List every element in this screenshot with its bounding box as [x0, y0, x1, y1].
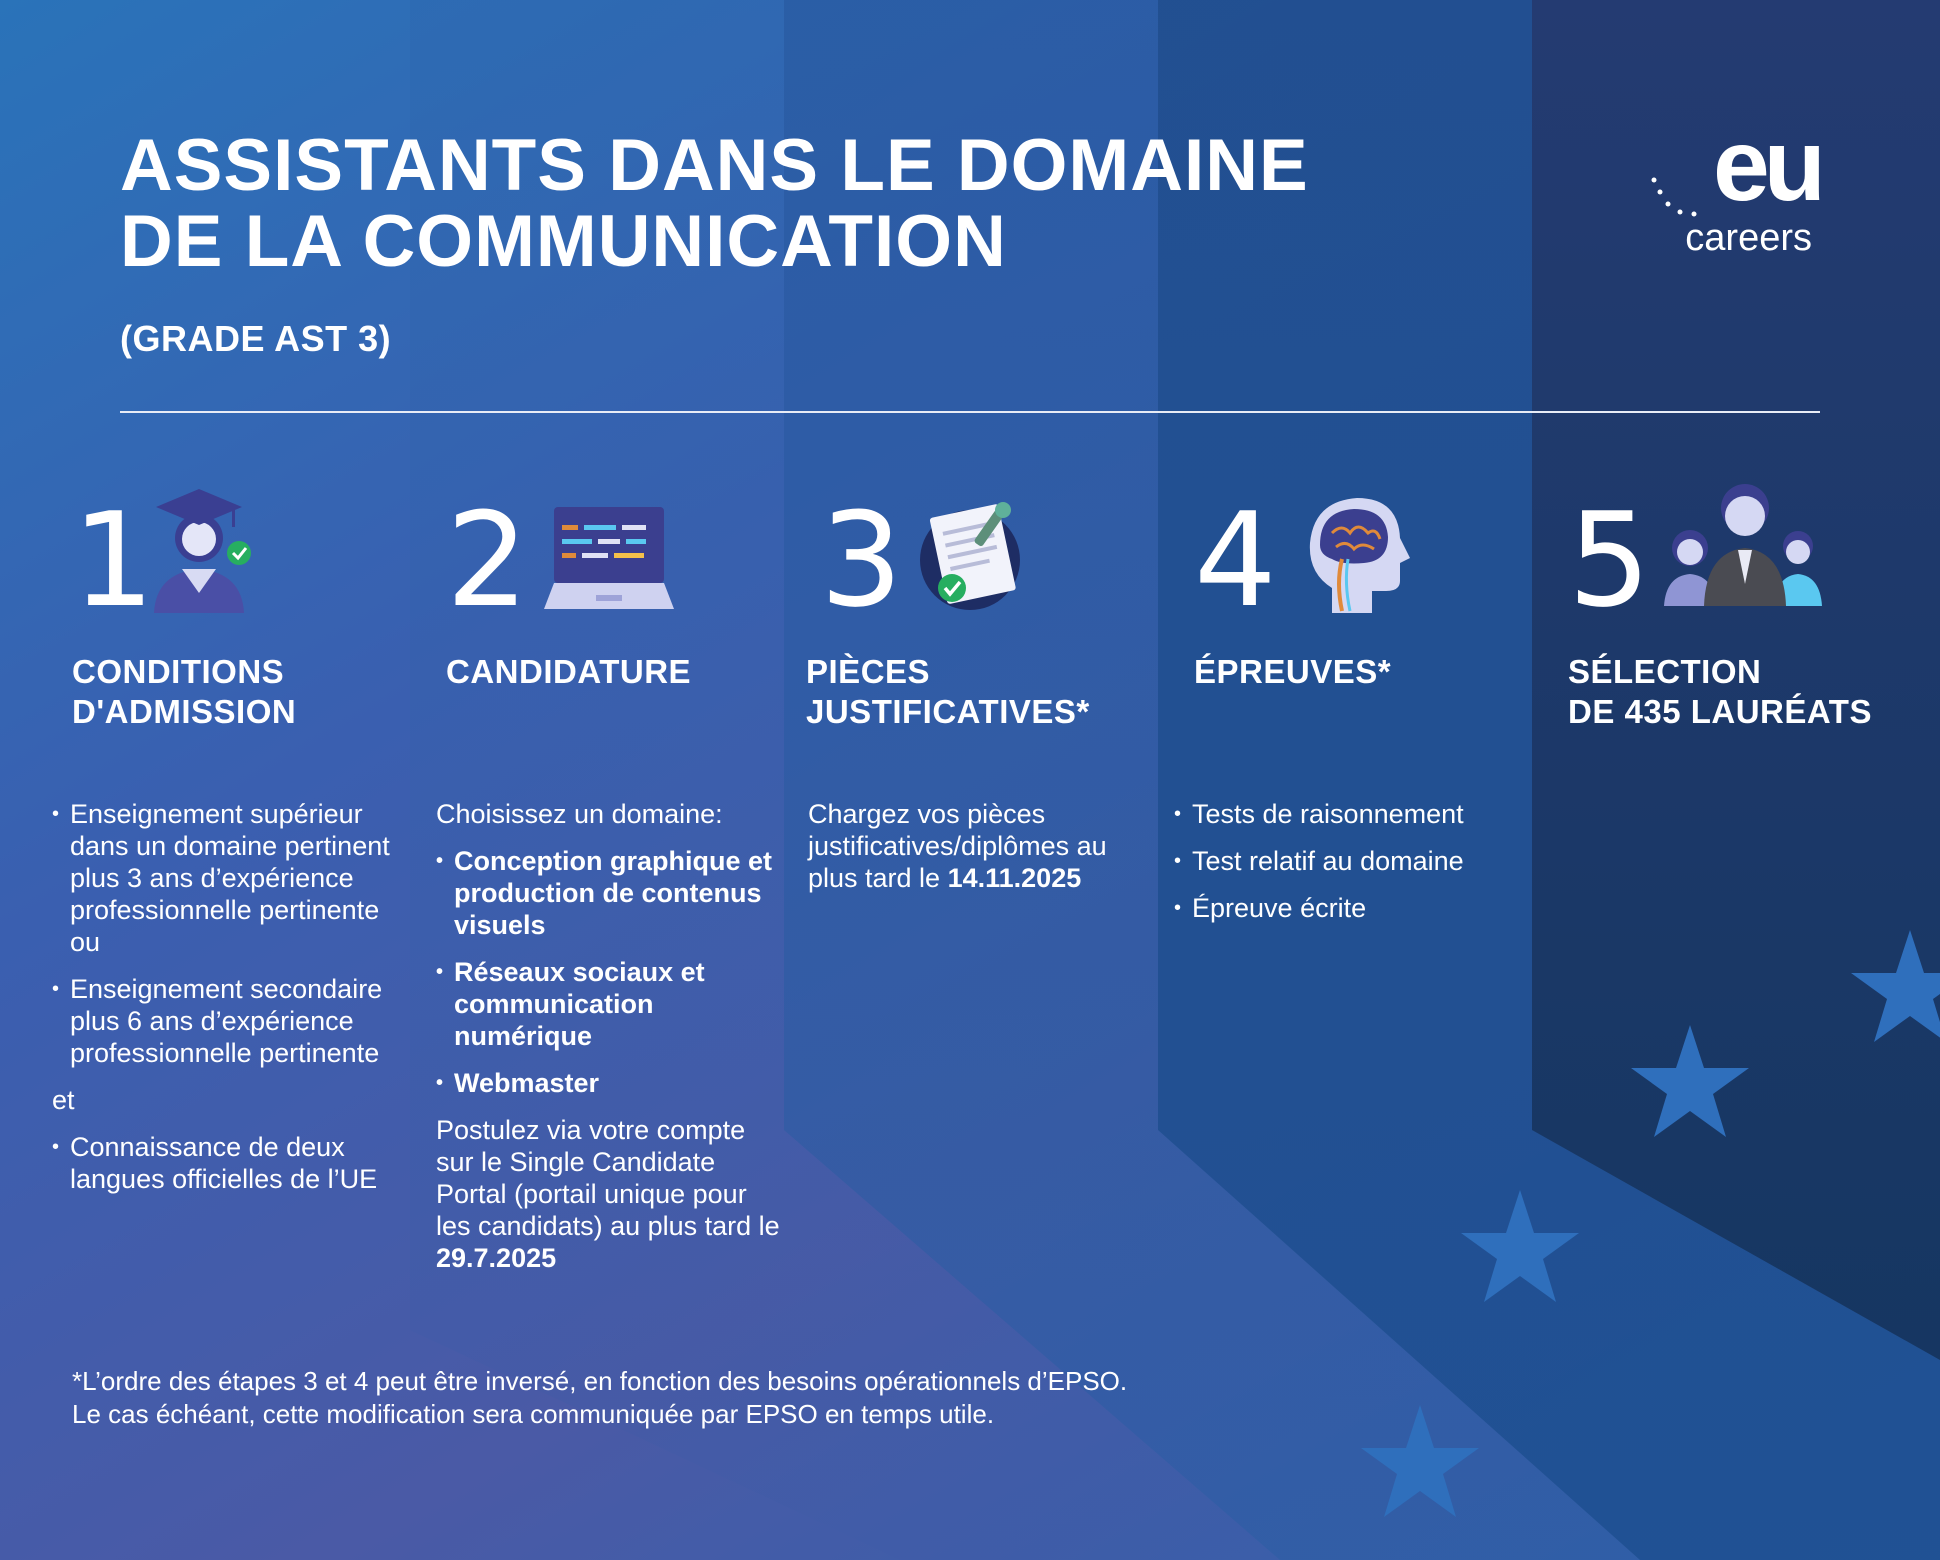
logo-word: careers [1685, 217, 1812, 259]
step-number: 5 [1568, 484, 1651, 636]
step-heading [1194, 652, 1554, 692]
title-line-2: DE LA COMMUNICATION [120, 201, 1007, 282]
step-heading [1568, 652, 1928, 732]
intro-text: Choisissez un domaine: [436, 799, 723, 829]
page-title [120, 125, 1309, 282]
grade-subtitle: (GRADE AST 3) [120, 318, 392, 359]
step-content [52, 798, 397, 1210]
step-number: 1 [72, 484, 155, 636]
heading-line: JUSTIFICATIVES* [806, 693, 1090, 730]
step-heading [72, 652, 432, 732]
step-content [808, 798, 1148, 909]
eu-careers-logo [1650, 108, 1820, 263]
list-item: • Conception graphique et production de contenus visuels [436, 845, 781, 941]
logo-mark: eu [1712, 108, 1820, 222]
list-item: • Tests de raisonnement [1174, 798, 1514, 830]
connector-text: et [52, 1085, 75, 1115]
apply-text [436, 1114, 781, 1274]
list-item: • Webmaster [436, 1067, 781, 1099]
heading-line: SÉLECTION [1568, 653, 1762, 690]
documents-text [808, 798, 1148, 894]
footnote-line-2: Le cas échéant, cette modification sera communiquée par EPSO en temps utile. [72, 1399, 995, 1429]
heading-line: DE 435 LAURÉATS [1568, 693, 1872, 730]
list-item: • Enseignement supérieur dans un domaine pertinent plus 3 ans d’expérience professionnelle pertinente ou [52, 798, 397, 958]
step-number: 4 [1194, 484, 1277, 636]
apply-date: 29.7.2025 [436, 1243, 557, 1273]
title-line-1: ASSISTANTS DANS LE DOMAINE [120, 125, 1309, 206]
step-content [436, 798, 781, 1289]
heading-line: D'ADMISSION [72, 693, 297, 730]
step-heading [806, 652, 1166, 732]
step-heading [446, 652, 806, 692]
step-content [1174, 798, 1514, 939]
list-item: • Épreuve écrite [1174, 892, 1514, 924]
heading-line: PIÈCES [806, 653, 931, 690]
step-number: 3 [820, 484, 903, 636]
heading-line: ÉPREUVES* [1194, 653, 1392, 690]
header-divider [120, 411, 1820, 413]
list-item: • Enseignement secondaire plus 6 ans d’expérience professionnelle pertinente [52, 973, 397, 1069]
people-group-icon [1660, 480, 1830, 610]
heading-line: CANDIDATURE [446, 653, 692, 690]
laptop-icon [544, 507, 674, 612]
list-item: • Connaissance de deux langues officielles de l’UE [52, 1131, 397, 1195]
document-check-icon [918, 500, 1028, 615]
documents-date: 14.11.2025 [947, 863, 1082, 893]
footnote-line-1: *L’ordre des étapes 3 et 4 peut être inversé, en fonction des besoins opérationnels d’EPSO. [72, 1366, 1128, 1396]
brain-head-icon [1302, 493, 1412, 613]
documents-text-body: Chargez vos pièces justificatives/diplômes au plus tard le [808, 799, 1107, 893]
apply-text-body: Postulez via votre compte sur le Single Candidate Portal (portail unique pour les candidats) au plus tard le [436, 1115, 780, 1241]
heading-line: CONDITIONS [72, 653, 285, 690]
list-item: • Test relatif au domaine [1174, 845, 1514, 877]
list-item: • Réseaux sociaux et communication numérique [436, 956, 781, 1052]
step-number: 2 [446, 484, 529, 636]
footnote [72, 1365, 1127, 1431]
graduate-icon [134, 483, 264, 613]
